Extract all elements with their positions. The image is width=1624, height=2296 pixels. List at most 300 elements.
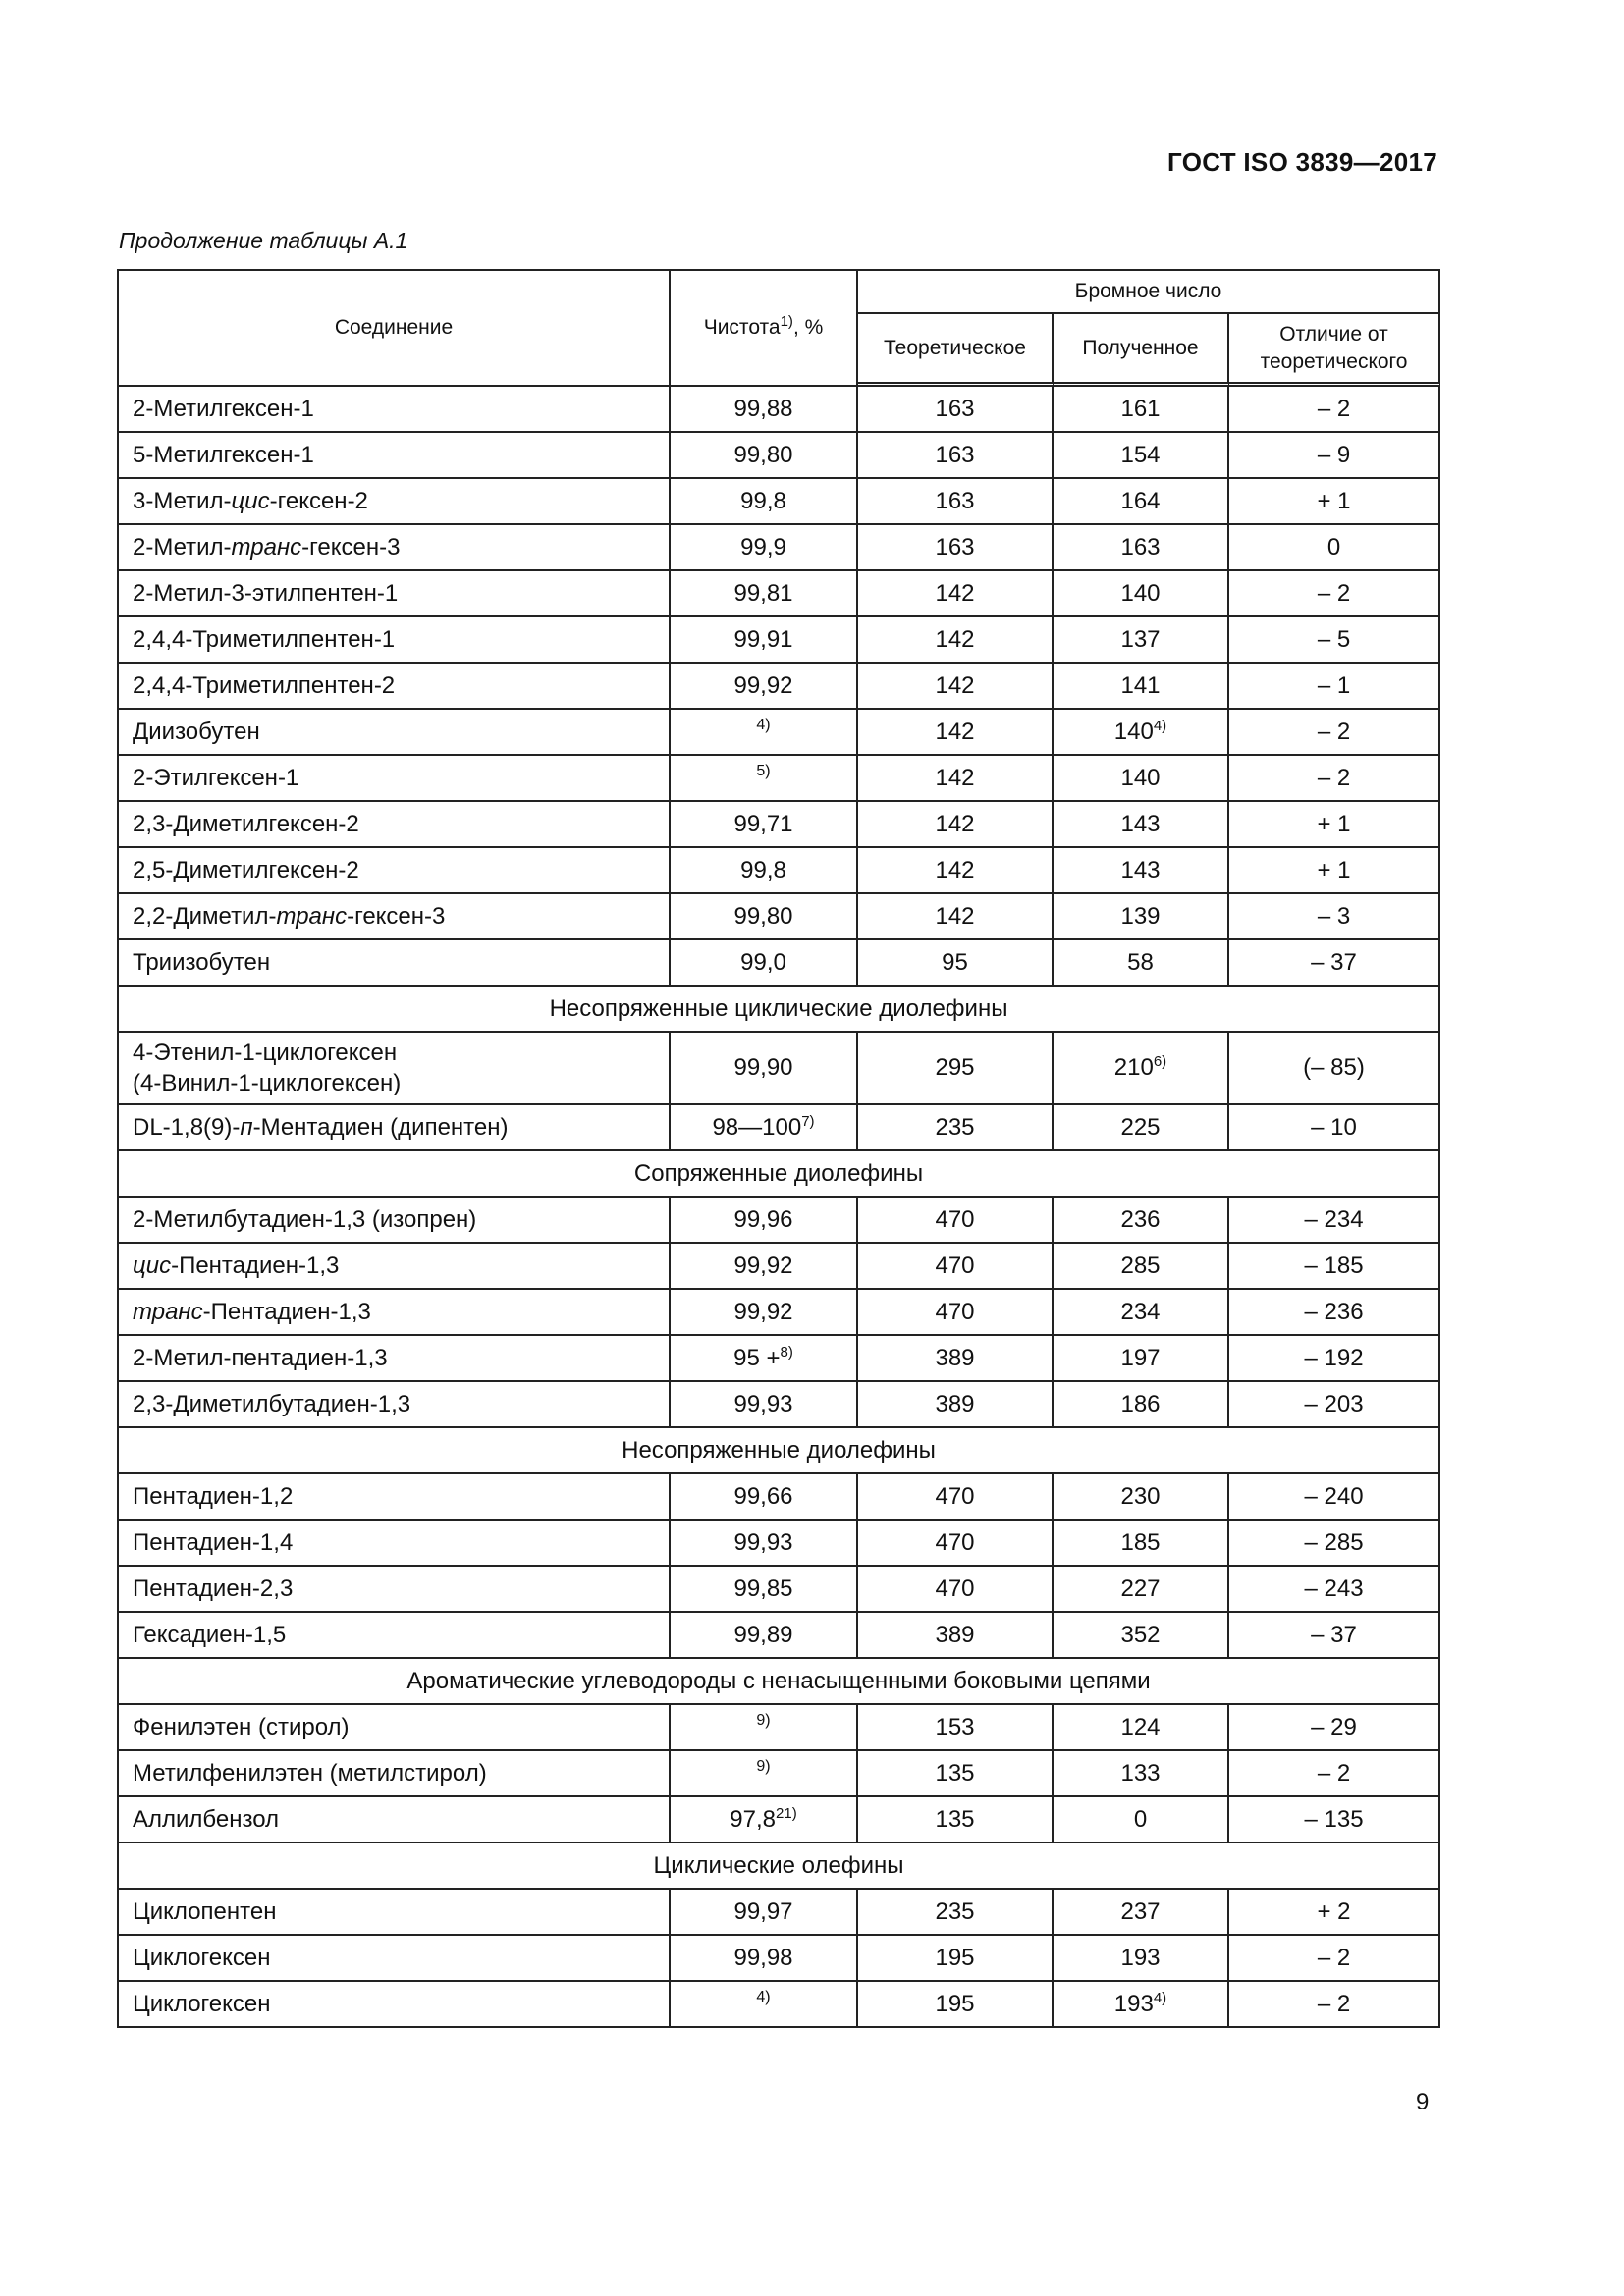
obtained-value: 285 bbox=[1120, 1252, 1161, 1279]
obtained-cell bbox=[1054, 1198, 1229, 1244]
compound-name-part: Пентадиен-1,4 bbox=[133, 1528, 294, 1556]
purity-value: 99,93 bbox=[733, 1528, 793, 1556]
purity-value: 99,80 bbox=[733, 902, 793, 930]
obtained-cell bbox=[1054, 1751, 1229, 1797]
difference-value: – 240 bbox=[1229, 1474, 1440, 1521]
obtained-cell bbox=[1054, 802, 1229, 848]
difference-value: – 2 bbox=[1229, 756, 1440, 802]
compound-name-part: 2-Метил- bbox=[133, 533, 232, 561]
purity-cell bbox=[671, 525, 858, 571]
obtained-cell bbox=[1054, 1336, 1229, 1382]
compound-name-part: Метилфенилэтен (метилстирол) bbox=[133, 1759, 487, 1787]
obtained-value: 0 bbox=[1133, 1805, 1148, 1833]
purity-cell bbox=[671, 387, 858, 433]
purity-value: 99,91 bbox=[733, 625, 793, 653]
table-row bbox=[119, 664, 1440, 710]
purity-cell bbox=[671, 1290, 858, 1336]
table-row bbox=[119, 387, 1440, 433]
obtained-value: 133 bbox=[1120, 1759, 1161, 1787]
purity-footnote: 9) bbox=[756, 1711, 771, 1729]
theoretical-value: 142 bbox=[858, 848, 1054, 894]
compound-name-part: 2,5-Диметилгексен-2 bbox=[133, 856, 359, 883]
compound-name-part: 2-Метил-пентадиен-1,3 bbox=[133, 1344, 388, 1371]
theoretical-value: 163 bbox=[858, 433, 1054, 479]
obtained-value: 185 bbox=[1120, 1528, 1161, 1556]
obtained-value: 186 bbox=[1120, 1390, 1161, 1417]
purity-footnote: 21) bbox=[776, 1804, 797, 1822]
purity-value: 99,8 bbox=[740, 856, 786, 883]
theoretical-value: 142 bbox=[858, 894, 1054, 940]
table-row bbox=[119, 710, 1440, 756]
purity-cell bbox=[671, 1890, 858, 1936]
compound-name bbox=[119, 1705, 671, 1751]
purity-value: 99,81 bbox=[733, 579, 793, 607]
obtained-cell bbox=[1054, 894, 1229, 940]
header-purity-footnote: 1) bbox=[780, 313, 793, 330]
obtained-cell bbox=[1054, 571, 1229, 617]
compound-name bbox=[119, 1797, 671, 1843]
obtained-value: 161 bbox=[1120, 395, 1161, 422]
obtained-cell bbox=[1054, 1705, 1229, 1751]
purity-value: 99,96 bbox=[733, 1205, 793, 1233]
table-row bbox=[119, 1705, 1440, 1751]
compound-name bbox=[119, 1290, 671, 1336]
theoretical-value: 470 bbox=[858, 1244, 1054, 1290]
table-caption: Продолжение таблицы А.1 bbox=[119, 228, 408, 253]
purity-value: 99,90 bbox=[733, 1054, 793, 1081]
compound-name bbox=[119, 387, 671, 433]
purity-cell bbox=[671, 1613, 858, 1659]
compound-name bbox=[119, 1567, 671, 1613]
table-row bbox=[119, 1033, 1440, 1105]
header-obtained: Полученное bbox=[1054, 314, 1229, 387]
compound-name-part: Аллилбензол bbox=[133, 1805, 280, 1833]
purity-cell bbox=[671, 1198, 858, 1244]
obtained-value: 154 bbox=[1120, 441, 1161, 468]
purity-cell bbox=[671, 1244, 858, 1290]
difference-value: + 1 bbox=[1229, 848, 1440, 894]
purity-cell bbox=[671, 1521, 858, 1567]
obtained-cell bbox=[1054, 617, 1229, 664]
difference-value: – 2 bbox=[1229, 1936, 1440, 1982]
purity-value: 99,92 bbox=[733, 1252, 793, 1279]
compound-name-part: 2,2-Диметил- bbox=[133, 902, 277, 930]
obtained-value: 163 bbox=[1120, 533, 1161, 561]
difference-value: – 2 bbox=[1229, 710, 1440, 756]
section-title: Циклические олефины bbox=[119, 1843, 1440, 1890]
obtained-cell bbox=[1054, 848, 1229, 894]
purity-cell bbox=[671, 617, 858, 664]
obtained-value: 140 bbox=[1120, 579, 1161, 607]
theoretical-value: 142 bbox=[858, 664, 1054, 710]
obtained-cell bbox=[1054, 479, 1229, 525]
obtained-cell bbox=[1054, 1797, 1229, 1843]
difference-value: – 10 bbox=[1229, 1105, 1440, 1151]
difference-value: – 5 bbox=[1229, 617, 1440, 664]
compound-name bbox=[119, 1244, 671, 1290]
compound-name-part: 2-Метил-3-этилпентен-1 bbox=[133, 579, 399, 607]
difference-value: + 1 bbox=[1229, 479, 1440, 525]
compound-name bbox=[119, 940, 671, 987]
theoretical-value: 142 bbox=[858, 710, 1054, 756]
compound-name-part: 2,4,4-Триметилпентен-1 bbox=[133, 625, 396, 653]
purity-cell bbox=[671, 710, 858, 756]
section-row bbox=[119, 1659, 1440, 1705]
compound-name-part: 2-Этилгексен-1 bbox=[133, 764, 299, 791]
obtained-cell bbox=[1054, 1613, 1229, 1659]
compound-name-part: 3-Метил- bbox=[133, 487, 232, 514]
compound-name bbox=[119, 1751, 671, 1797]
purity-footnote: 4) bbox=[756, 1988, 771, 2005]
compound-name-part: транс bbox=[231, 533, 302, 561]
difference-value: – 2 bbox=[1229, 1982, 1440, 2028]
obtained-cell bbox=[1054, 710, 1229, 756]
compound-name bbox=[119, 1336, 671, 1382]
obtained-value: 227 bbox=[1120, 1575, 1161, 1602]
compound-name-part: DL-1,8(9)- bbox=[133, 1113, 241, 1141]
theoretical-value: 163 bbox=[858, 525, 1054, 571]
section-title: Несопряженные диолефины bbox=[119, 1428, 1440, 1474]
compound-name bbox=[119, 571, 671, 617]
difference-value: – 2 bbox=[1229, 571, 1440, 617]
purity-cell bbox=[671, 1567, 858, 1613]
difference-value: 0 bbox=[1229, 525, 1440, 571]
purity-footnote: 4) bbox=[756, 716, 771, 733]
purity-value: 99,85 bbox=[733, 1575, 793, 1602]
table-row bbox=[119, 756, 1440, 802]
difference-value: – 37 bbox=[1229, 940, 1440, 987]
obtained-value: 58 bbox=[1127, 948, 1154, 976]
section-row bbox=[119, 987, 1440, 1033]
difference-value: – 243 bbox=[1229, 1567, 1440, 1613]
compound-name-part: -гексен-3 bbox=[301, 533, 401, 561]
difference-value: + 2 bbox=[1229, 1890, 1440, 1936]
section-title: Сопряженные диолефины bbox=[119, 1151, 1440, 1198]
header-theoretical: Теоретическое bbox=[858, 314, 1054, 387]
table-row bbox=[119, 894, 1440, 940]
purity-value: 98—100 bbox=[712, 1113, 802, 1141]
table-row bbox=[119, 1613, 1440, 1659]
table-row bbox=[119, 1290, 1440, 1336]
section-row bbox=[119, 1428, 1440, 1474]
purity-cell bbox=[671, 1033, 858, 1105]
compound-name-part: п bbox=[240, 1113, 253, 1141]
purity-cell bbox=[671, 664, 858, 710]
table-row bbox=[119, 1474, 1440, 1521]
purity-cell bbox=[671, 1474, 858, 1521]
compound-name bbox=[119, 1936, 671, 1982]
obtained-footnote: 4) bbox=[1153, 717, 1167, 734]
purity-cell bbox=[671, 1105, 858, 1151]
obtained-cell bbox=[1054, 433, 1229, 479]
table-row bbox=[119, 1244, 1440, 1290]
purity-value: 99,66 bbox=[733, 1482, 793, 1510]
compound-name-part: 4-Этенил-1-циклогексен bbox=[133, 1039, 398, 1066]
obtained-value: 210 bbox=[1113, 1054, 1154, 1081]
difference-value: + 1 bbox=[1229, 802, 1440, 848]
purity-cell bbox=[671, 433, 858, 479]
compound-name-part: цис bbox=[133, 1252, 172, 1279]
compound-name-part: -Ментадиен (дипентен) bbox=[252, 1113, 509, 1141]
purity-cell bbox=[671, 940, 858, 987]
obtained-cell bbox=[1054, 387, 1229, 433]
purity-value: 99,97 bbox=[733, 1897, 793, 1925]
compound-name bbox=[119, 1521, 671, 1567]
compound-name-part: 2,3-Диметилгексен-2 bbox=[133, 810, 359, 837]
obtained-cell bbox=[1054, 1290, 1229, 1336]
obtained-cell bbox=[1054, 940, 1229, 987]
obtained-value: 124 bbox=[1120, 1713, 1161, 1740]
table-row bbox=[119, 433, 1440, 479]
header-purity bbox=[671, 271, 858, 387]
table-row bbox=[119, 1105, 1440, 1151]
purity-value: 99,92 bbox=[733, 1298, 793, 1325]
obtained-value: 140 bbox=[1113, 718, 1154, 745]
obtained-value: 230 bbox=[1120, 1482, 1161, 1510]
section-title: Несопряженные циклические диолефины bbox=[119, 987, 1440, 1033]
theoretical-value: 163 bbox=[858, 387, 1054, 433]
obtained-value: 193 bbox=[1113, 1990, 1154, 2017]
theoretical-value: 142 bbox=[858, 802, 1054, 848]
header-purity-label: Чистота bbox=[703, 316, 781, 339]
obtained-cell bbox=[1054, 1033, 1229, 1105]
theoretical-value: 142 bbox=[858, 571, 1054, 617]
compound-name-part: -Пентадиен-1,3 bbox=[202, 1298, 371, 1325]
table-row bbox=[119, 1936, 1440, 1982]
compound-name-part: 2-Метилбутадиен-1,3 (изопрен) bbox=[133, 1205, 477, 1233]
table-body bbox=[119, 387, 1440, 2028]
purity-value: 99,98 bbox=[733, 1944, 793, 1971]
compound-name-part: транс bbox=[133, 1298, 203, 1325]
obtained-value: 140 bbox=[1120, 764, 1161, 791]
obtained-value: 225 bbox=[1120, 1113, 1161, 1141]
obtained-value: 236 bbox=[1120, 1205, 1161, 1233]
theoretical-value: 135 bbox=[858, 1751, 1054, 1797]
purity-footnote: 7) bbox=[801, 1112, 815, 1130]
purity-value: 99,8 bbox=[740, 487, 786, 514]
difference-value: – 1 bbox=[1229, 664, 1440, 710]
header-purity-unit: , % bbox=[792, 316, 824, 339]
difference-value: – 9 bbox=[1229, 433, 1440, 479]
compound-name bbox=[119, 617, 671, 664]
theoretical-value: 95 bbox=[858, 940, 1054, 987]
theoretical-value: 135 bbox=[858, 1797, 1054, 1843]
table-row bbox=[119, 1890, 1440, 1936]
table-row bbox=[119, 1521, 1440, 1567]
obtained-cell bbox=[1054, 1105, 1229, 1151]
table-row bbox=[119, 1198, 1440, 1244]
table-row bbox=[119, 1751, 1440, 1797]
obtained-value: 139 bbox=[1120, 902, 1161, 930]
obtained-cell bbox=[1054, 756, 1229, 802]
difference-value: – 236 bbox=[1229, 1290, 1440, 1336]
table-row bbox=[119, 571, 1440, 617]
compound-name-part: 5-Метилгексен-1 bbox=[133, 441, 314, 468]
document-header: ГОСТ ISO 3839—2017 bbox=[1167, 147, 1437, 177]
obtained-value: 164 bbox=[1120, 487, 1161, 514]
obtained-value: 234 bbox=[1120, 1298, 1161, 1325]
purity-cell bbox=[671, 802, 858, 848]
theoretical-value: 389 bbox=[858, 1382, 1054, 1428]
obtained-cell bbox=[1054, 1982, 1229, 2028]
difference-value: – 203 bbox=[1229, 1382, 1440, 1428]
obtained-value: 193 bbox=[1120, 1944, 1161, 1971]
purity-value: 95 + bbox=[733, 1344, 781, 1371]
compound-name bbox=[119, 1198, 671, 1244]
section-row bbox=[119, 1151, 1440, 1198]
compound-name bbox=[119, 756, 671, 802]
difference-value: – 285 bbox=[1229, 1521, 1440, 1567]
table-container bbox=[117, 269, 1438, 2028]
theoretical-value: 470 bbox=[858, 1290, 1054, 1336]
purity-cell bbox=[671, 479, 858, 525]
purity-footnote: 8) bbox=[780, 1343, 793, 1361]
table-row bbox=[119, 848, 1440, 894]
compound-name-part: Триизобутен bbox=[133, 948, 271, 976]
difference-value: – 29 bbox=[1229, 1705, 1440, 1751]
purity-value: 97,8 bbox=[730, 1805, 777, 1833]
purity-cell bbox=[671, 1751, 858, 1797]
header-bromine-number: Бромное число bbox=[858, 271, 1440, 314]
compound-name bbox=[119, 1613, 671, 1659]
theoretical-value: 163 bbox=[858, 479, 1054, 525]
theoretical-value: 195 bbox=[858, 1936, 1054, 1982]
purity-footnote: 5) bbox=[756, 762, 771, 779]
table-row bbox=[119, 617, 1440, 664]
compound-name bbox=[119, 710, 671, 756]
header-difference: Отличие от теоретического bbox=[1229, 314, 1440, 387]
difference-value: – 185 bbox=[1229, 1244, 1440, 1290]
theoretical-value: 235 bbox=[858, 1105, 1054, 1151]
obtained-cell bbox=[1054, 664, 1229, 710]
compound-name-part: Гексадиен-1,5 bbox=[133, 1621, 287, 1648]
purity-cell bbox=[671, 1336, 858, 1382]
purity-cell bbox=[671, 1705, 858, 1751]
compound-name bbox=[119, 479, 671, 525]
purity-value: 99,93 bbox=[733, 1390, 793, 1417]
compound-name bbox=[119, 433, 671, 479]
obtained-value: 141 bbox=[1120, 671, 1161, 699]
purity-value: 99,9 bbox=[740, 533, 786, 561]
purity-value: 99,80 bbox=[733, 441, 793, 468]
purity-cell bbox=[671, 894, 858, 940]
purity-cell bbox=[671, 1982, 858, 2028]
purity-value: 99,71 bbox=[733, 810, 793, 837]
obtained-cell bbox=[1054, 1936, 1229, 1982]
purity-value: 99,89 bbox=[733, 1621, 793, 1648]
compound-name-part: -Пентадиен-1,3 bbox=[171, 1252, 340, 1279]
theoretical-value: 195 bbox=[858, 1982, 1054, 2028]
compound-name bbox=[119, 664, 671, 710]
obtained-cell bbox=[1054, 1474, 1229, 1521]
theoretical-value: 295 bbox=[858, 1033, 1054, 1105]
difference-value: – 2 bbox=[1229, 1751, 1440, 1797]
purity-cell bbox=[671, 848, 858, 894]
obtained-cell bbox=[1054, 1567, 1229, 1613]
obtained-cell bbox=[1054, 1382, 1229, 1428]
compound-name-part: 2,3-Диметилбутадиен-1,3 bbox=[133, 1390, 411, 1417]
compound-name bbox=[119, 1382, 671, 1428]
table-row bbox=[119, 525, 1440, 571]
compound-name-part: транс bbox=[276, 902, 348, 930]
compound-name-part: Диизобутен bbox=[133, 718, 260, 745]
compound-name-part: -гексен-2 bbox=[269, 487, 368, 514]
table-row bbox=[119, 1382, 1440, 1428]
table-row bbox=[119, 1567, 1440, 1613]
section-row bbox=[119, 1843, 1440, 1890]
purity-cell bbox=[671, 1936, 858, 1982]
obtained-cell bbox=[1054, 525, 1229, 571]
theoretical-value: 470 bbox=[858, 1567, 1054, 1613]
purity-cell bbox=[671, 756, 858, 802]
theoretical-value: 389 bbox=[858, 1613, 1054, 1659]
theoretical-value: 470 bbox=[858, 1521, 1054, 1567]
compound-name-part: (4-Винил-1-циклогексен) bbox=[133, 1070, 402, 1096]
compound-name-part: Циклопентен bbox=[133, 1897, 277, 1925]
compound-name bbox=[119, 1890, 671, 1936]
table-row bbox=[119, 1336, 1440, 1382]
compound-name-part: Пентадиен-2,3 bbox=[133, 1575, 294, 1602]
table-row bbox=[119, 940, 1440, 987]
obtained-cell bbox=[1054, 1890, 1229, 1936]
difference-value: – 2 bbox=[1229, 387, 1440, 433]
difference-value: (– 85) bbox=[1229, 1033, 1440, 1105]
difference-value: – 37 bbox=[1229, 1613, 1440, 1659]
table-row bbox=[119, 1797, 1440, 1843]
obtained-cell bbox=[1054, 1244, 1229, 1290]
compound-name-part: Фенилэтен (стирол) bbox=[133, 1713, 350, 1740]
compound-name bbox=[119, 1105, 671, 1151]
compound-name-part: цис bbox=[231, 487, 270, 514]
theoretical-value: 142 bbox=[858, 617, 1054, 664]
difference-value: – 135 bbox=[1229, 1797, 1440, 1843]
compound-name-part: 2,4,4-Триметилпентен-2 bbox=[133, 671, 396, 699]
theoretical-value: 470 bbox=[858, 1198, 1054, 1244]
compound-name-part: -гексен-3 bbox=[347, 902, 446, 930]
theoretical-value: 470 bbox=[858, 1474, 1054, 1521]
obtained-footnote: 4) bbox=[1153, 1989, 1167, 2006]
table-row bbox=[119, 1982, 1440, 2028]
compound-name bbox=[119, 1033, 671, 1105]
purity-cell bbox=[671, 1382, 858, 1428]
obtained-value: 143 bbox=[1120, 856, 1161, 883]
compound-name-part: 2-Метилгексен-1 bbox=[133, 395, 314, 422]
header-compound: Соединение bbox=[119, 271, 671, 387]
compound-name-part: Пентадиен-1,2 bbox=[133, 1482, 294, 1510]
obtained-footnote: 6) bbox=[1153, 1053, 1167, 1070]
page-number: 9 bbox=[1416, 2089, 1430, 2115]
theoretical-value: 235 bbox=[858, 1890, 1054, 1936]
purity-value: 99,0 bbox=[740, 948, 786, 976]
purity-cell bbox=[671, 571, 858, 617]
obtained-value: 137 bbox=[1120, 625, 1161, 653]
compound-name bbox=[119, 848, 671, 894]
compound-name-part: Циклогексен bbox=[133, 1944, 271, 1971]
table-row bbox=[119, 802, 1440, 848]
compound-name bbox=[119, 802, 671, 848]
compound-name-part: Циклогексен bbox=[133, 1990, 271, 2017]
obtained-cell bbox=[1054, 1521, 1229, 1567]
compound-name bbox=[119, 1982, 671, 2028]
purity-value: 99,92 bbox=[733, 671, 793, 699]
obtained-value: 197 bbox=[1120, 1344, 1161, 1371]
compound-name bbox=[119, 525, 671, 571]
compound-name bbox=[119, 1474, 671, 1521]
difference-value: – 234 bbox=[1229, 1198, 1440, 1244]
theoretical-value: 153 bbox=[858, 1705, 1054, 1751]
obtained-value: 143 bbox=[1120, 810, 1161, 837]
theoretical-value: 142 bbox=[858, 756, 1054, 802]
